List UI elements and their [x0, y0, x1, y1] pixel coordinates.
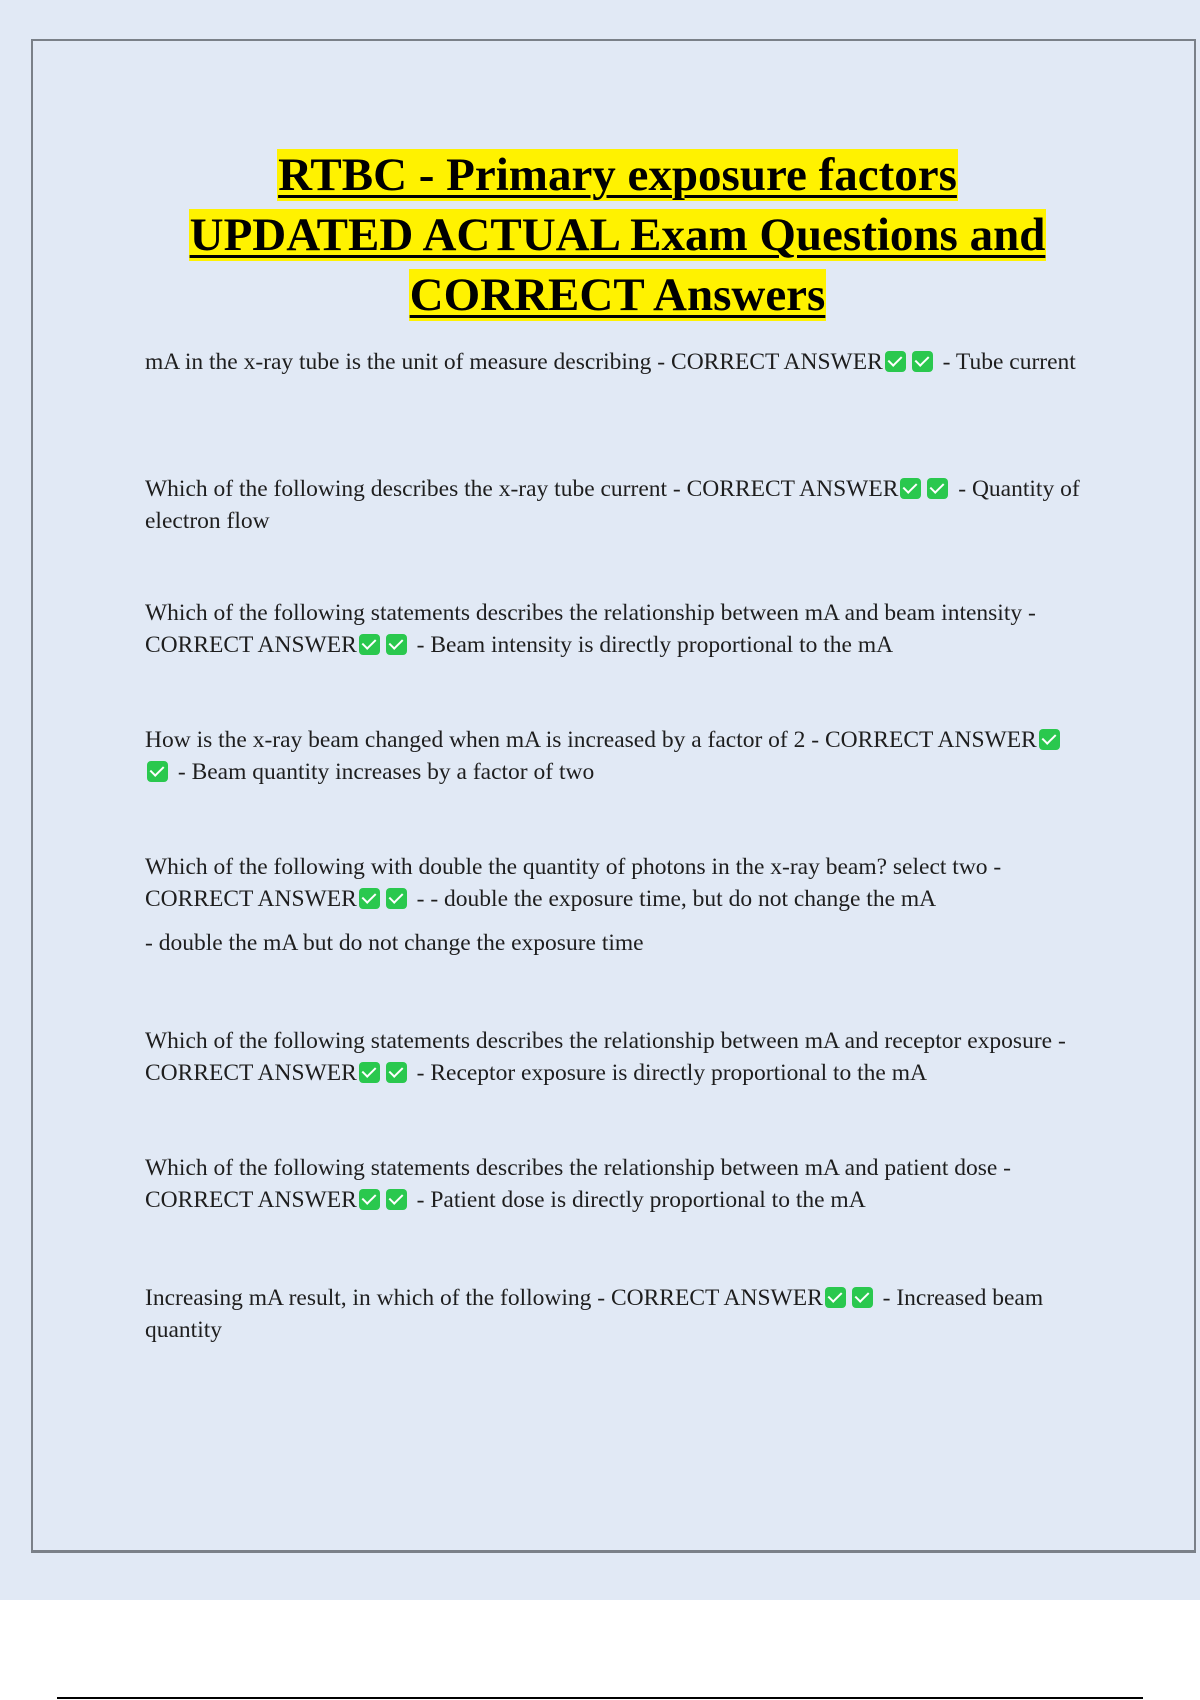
qa-item-6 — [145, 1025, 1090, 1089]
title-line-2: UPDATED ACTUAL Exam Questions and — [189, 209, 1046, 261]
checkmark-icon — [386, 1062, 407, 1083]
qa-text — [145, 473, 1090, 537]
answer-text: - Increased beam quantity — [145, 1285, 1044, 1343]
checkmark-icon — [386, 634, 407, 655]
qa-text — [145, 1152, 1090, 1216]
qa-text — [145, 597, 1090, 661]
qa-text — [145, 1025, 1090, 1089]
question-text: mA in the x-ray tube is the unit of measure describing - — [145, 349, 672, 375]
answer-extra: - double the mA but do not change the exposure time — [145, 930, 644, 956]
answer-text: - Quantity of electron flow — [145, 476, 1080, 534]
answer-tag: CORRECT ANSWER — [610, 1285, 823, 1311]
qa-item-8 — [145, 1282, 1090, 1346]
qa-text — [145, 851, 1090, 915]
question-text: Which of the following describes the x-ray tube current - — [145, 476, 687, 502]
answer-text: - Beam intensity is directly proportional to the mA — [410, 632, 894, 658]
checkmark-icon — [359, 1062, 380, 1083]
checkmark-icon — [147, 761, 168, 782]
answer-text: - Tube current — [936, 349, 1076, 375]
qa-text — [145, 724, 1090, 788]
footer-divider — [57, 1697, 1143, 1699]
answer-tag: CORRECT ANSWER — [145, 632, 357, 658]
answer-text: - - double the exposure time, but do not change the mA — [410, 886, 937, 912]
qa-item-7 — [145, 1152, 1090, 1216]
question-text: Which of the following statements describes the relationship between mA and patient dose - — [145, 1155, 1012, 1181]
checkmark-icon — [359, 1189, 380, 1210]
qa-item-4 — [145, 724, 1090, 788]
document-title — [100, 145, 1135, 325]
question-text: Increasing mA result, in which of the following - — [145, 1285, 611, 1311]
qa-item-2 — [145, 473, 1090, 537]
answer-tag: CORRECT ANSWER — [824, 727, 1037, 753]
checkmark-icon — [386, 1189, 407, 1210]
checkmark-icon — [386, 888, 407, 909]
qa-item-3 — [145, 597, 1090, 661]
checkmark-icon — [825, 1287, 846, 1308]
title-line-3: CORRECT Answers — [409, 269, 826, 321]
question-text: Which of the following with double the quantity of photons in the x-ray beam? select two - — [145, 854, 1002, 880]
checkmark-icon — [912, 351, 933, 372]
checkmark-icon — [900, 478, 921, 499]
qa-item-5 — [145, 851, 1090, 959]
checkmark-icon — [359, 634, 380, 655]
checkmark-icon — [359, 888, 380, 909]
checkmark-icon — [852, 1287, 873, 1308]
answer-text: - Patient dose is directly proportional to the mA — [410, 1187, 866, 1213]
title-line-1: RTBC - Primary exposure factors — [278, 149, 957, 201]
question-text: Which of the following statements describes the relationship between mA and receptor exposure - — [145, 1028, 1066, 1054]
answer-tag: CORRECT ANSWER — [671, 349, 883, 375]
question-text: How is the x-ray beam changed when mA is increased by a factor of 2 - — [145, 727, 825, 753]
answer-tag: CORRECT ANSWER — [145, 1060, 357, 1086]
answer-tag: CORRECT ANSWER — [145, 1187, 357, 1213]
answer-tag: CORRECT ANSWER — [145, 886, 357, 912]
question-text: Which of the following statements describes the relationship between mA and beam intensity - — [145, 600, 1036, 626]
answer-text: - Beam quantity increases by a factor of two — [172, 759, 595, 785]
qa-text — [145, 346, 1090, 378]
qa-item-1 — [145, 346, 1090, 378]
checkmark-icon — [927, 478, 948, 499]
checkmark-icon — [885, 351, 906, 372]
checkmark-icon — [1039, 729, 1060, 750]
answer-tag: CORRECT ANSWER — [686, 476, 899, 502]
qa-text — [145, 1282, 1090, 1346]
answer-text: - Receptor exposure is directly proportional to the mA — [410, 1060, 927, 1086]
